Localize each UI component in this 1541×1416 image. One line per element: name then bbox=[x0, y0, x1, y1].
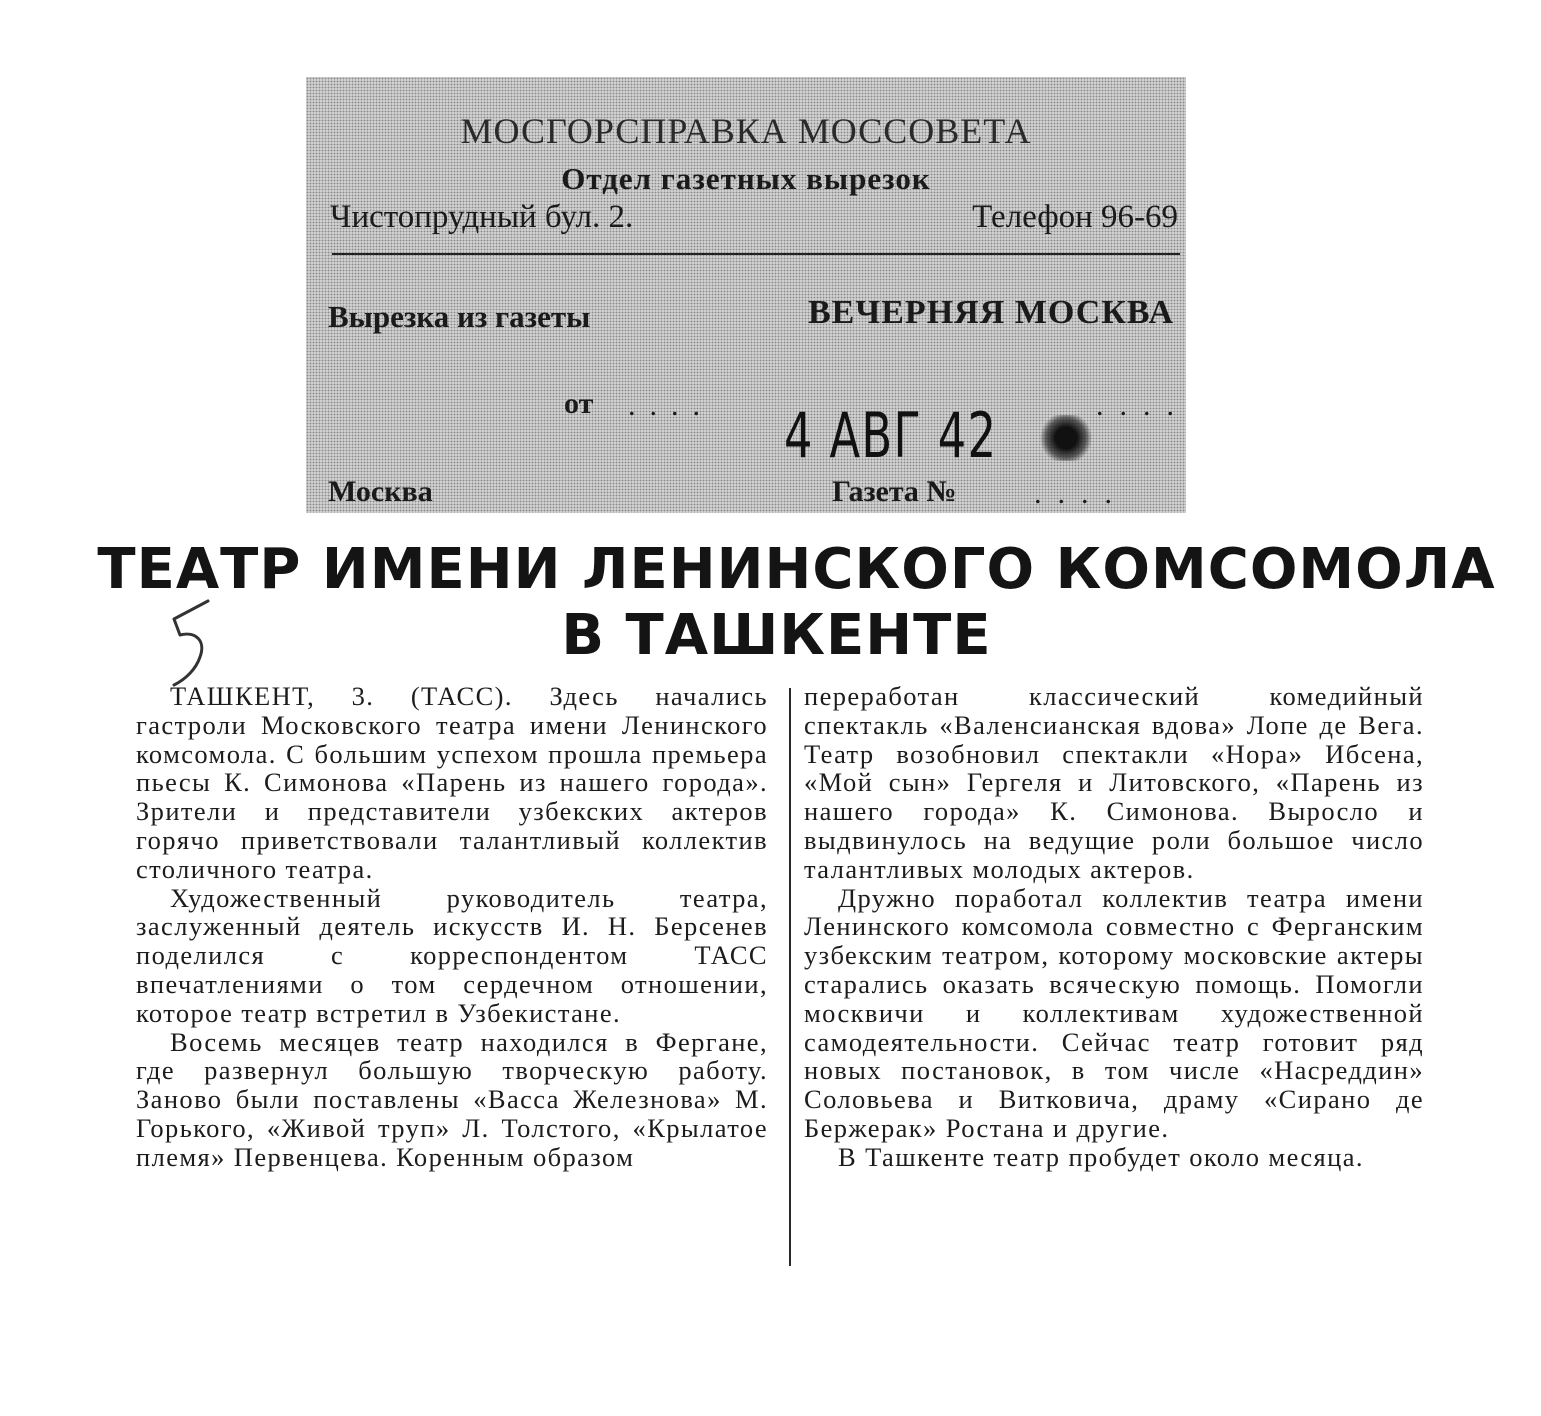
bureau-phone: Телефон 96-69 bbox=[972, 199, 1178, 235]
article-paragraph: ТАШКЕНТ, 3. (ТАСС). Здесь начались гастроли Московского театра имени Ленинского комсомола. С большим успехом прошла премьера пьесы К. Симонова «Парень из нашего города». Зрители и представители узбекских актеров горячо приветствовали талантливый коллектив столичного театра. bbox=[136, 681, 768, 884]
article-paragraph: В Ташкенте театр пробудет около месяца. bbox=[838, 1141, 1364, 1172]
bureau-address: Чистопрудный бул. 2. bbox=[330, 199, 634, 235]
clipping-from-label: Вырезка из газеты bbox=[328, 299, 591, 334]
date-dots-left: .... bbox=[628, 389, 714, 422]
department-name: Отдел газетных вырезок bbox=[561, 161, 931, 196]
article-paragraph: переработан классический комедийный спектакль «Валенсианская вдова» Лопе де Вега. Театр возобновил спектакли «Нора» Ибсена, «Мой сын» Гергеля и Литовского, «Парень из нашего города» К. Симонова. Выросло и выдвинулось на ведущие роли большое число талантливых молодых актеров. bbox=[804, 681, 1424, 884]
issue-number-label: Газета № bbox=[832, 475, 957, 508]
date-dots-right: .... bbox=[1096, 389, 1190, 422]
handwritten-folio-mark bbox=[160, 595, 230, 695]
newspaper-name: ВЕЧЕРНЯЯ МОСКВА bbox=[807, 294, 1174, 331]
article-column-left bbox=[136, 682, 768, 1172]
headline-line-1: ТЕАТР ИМЕНИ ЛЕНИНСКОГО КОМСОМОЛА bbox=[97, 537, 1496, 602]
article-column-right bbox=[804, 682, 1424, 1172]
label-divider bbox=[332, 253, 1180, 255]
article-paragraph: Художественный руководитель театра, заслуженный деятель искусств И. Н. Берсенев поделился с корреспондентом ТАСС впечатлениями о том сердечном отношении, которое театр встретил в Узбекистане. bbox=[136, 882, 768, 1028]
article-paragraph: Восемь месяцев театр находился в Фергане, где развернул большую творческую работу. Заново были поставлены «Васса Железнова» М. Горького, «Живой труп» Л. Толстого, «Крылатое племя» Первенцева. Коренным образом bbox=[136, 1026, 768, 1172]
issue-dots: .... bbox=[1034, 477, 1128, 510]
city-label: Москва bbox=[328, 475, 433, 508]
clipping-label bbox=[306, 77, 1190, 513]
article-paragraph: Дружно поработал коллектив театра имени Ленинского комсомола совместно с Ферганским узбекским театром, которому московские актеры старались оказать всяческую помощь. Помогли москвичи и коллективам художественной самодеятельности. Сейчас театр готовит ряд новых постановок, в том числе «Насреддин» Соловьева и Витковича, драму «Сирано де Бержерак» Ростана и другие. bbox=[804, 882, 1424, 1143]
date-stamp: 4 АВГ 42 bbox=[784, 399, 998, 472]
column-divider bbox=[789, 688, 791, 1266]
stamp-smudge bbox=[1038, 415, 1094, 461]
date-from-label: от bbox=[564, 387, 594, 420]
bureau-name: МОСГОРСПРАВКА МОССОВЕТА bbox=[460, 111, 1032, 151]
headline-line-2: В ТАШКЕНТЕ bbox=[561, 603, 992, 668]
